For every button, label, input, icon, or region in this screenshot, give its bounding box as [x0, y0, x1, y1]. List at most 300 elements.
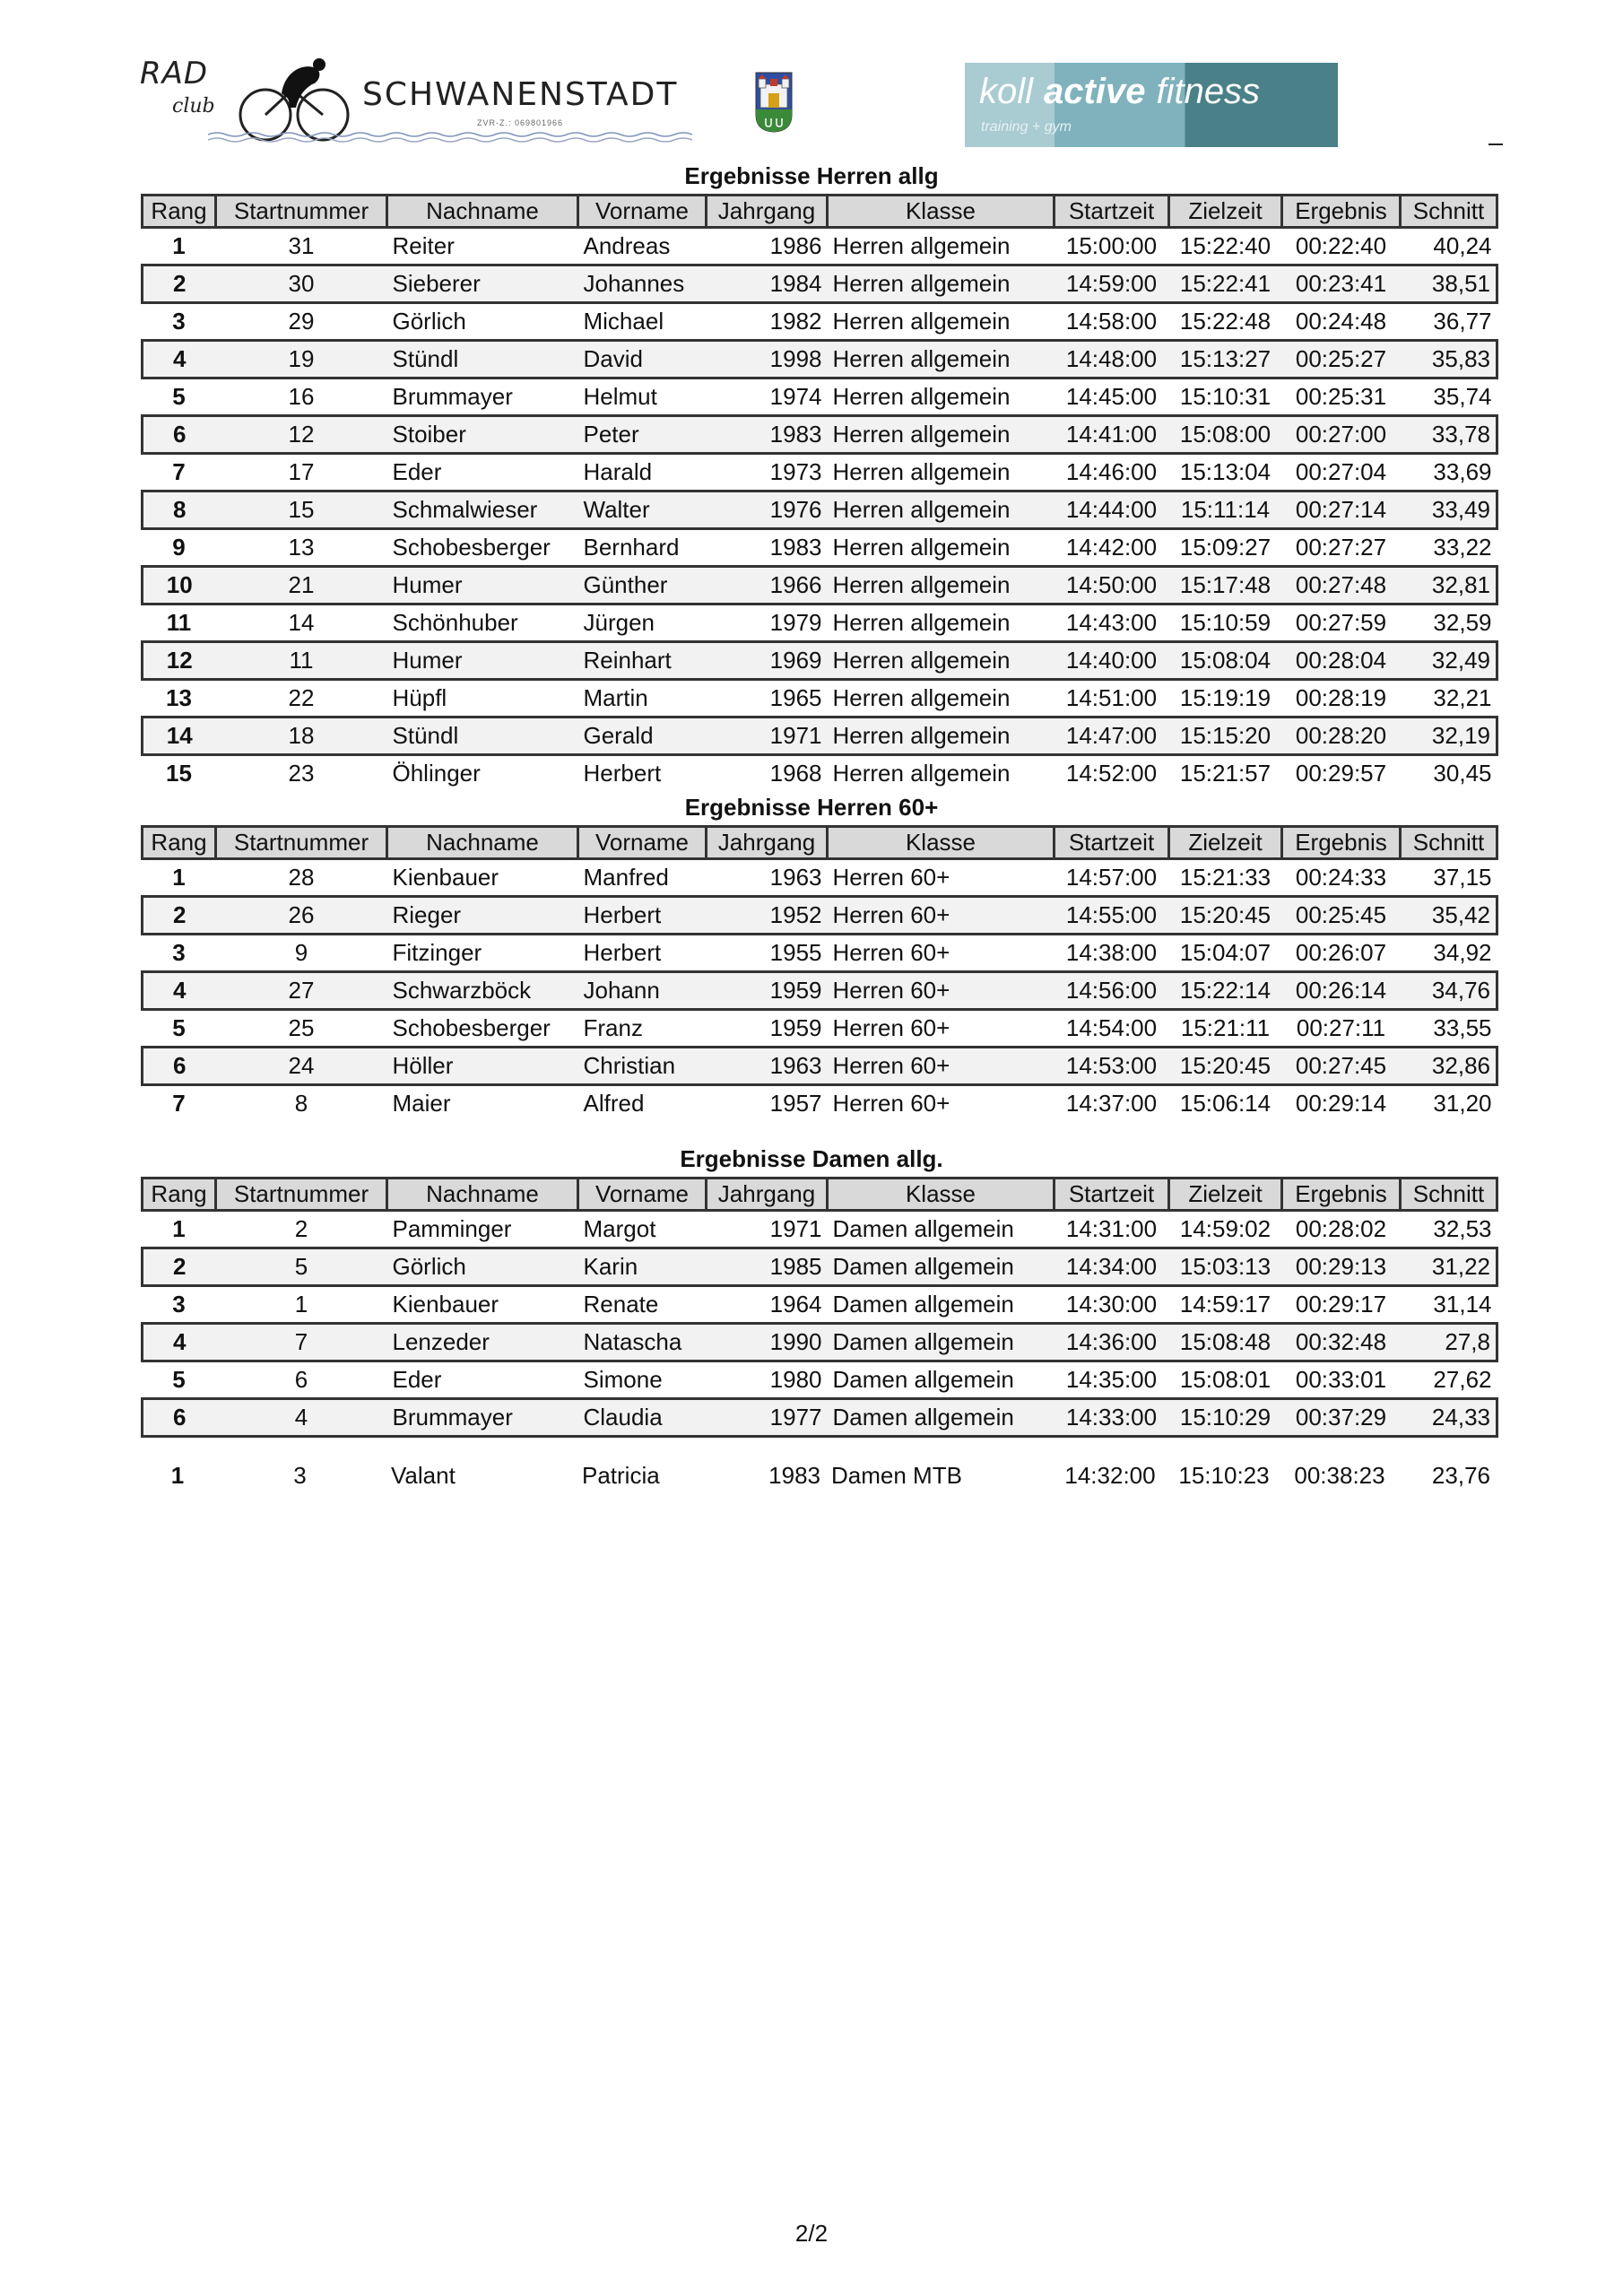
cell-schnitt: 35,42 — [1401, 897, 1497, 935]
section-title-herren-60plus: Ergebnisse Herren 60+ — [684, 794, 939, 821]
cell-startnummer: 18 — [216, 718, 387, 755]
cell-klasse: Herren allgemein — [828, 680, 1055, 718]
cell-nachname: Fitzinger — [387, 935, 578, 972]
cell-schnitt: 31,14 — [1401, 1286, 1497, 1324]
cell-ergebnis: 00:27:14 — [1282, 491, 1401, 529]
column-header-startnummer: Startnummer — [216, 827, 387, 859]
cell-ergebnis: 00:32:48 — [1282, 1324, 1401, 1361]
cell-startnummer: 27 — [216, 972, 387, 1010]
cell-startzeit: 14:57:00 — [1055, 859, 1169, 897]
cell-startnummer: 28 — [216, 859, 387, 897]
cell-vorname: Christian — [578, 1048, 707, 1085]
cell-nachname: Rieger — [387, 897, 578, 935]
cell-rang: 1 — [143, 1211, 216, 1248]
cell-startzeit: 14:56:00 — [1055, 972, 1169, 1010]
cell-vorname: Renate — [578, 1286, 707, 1324]
cell-jahrgang: 1983 — [705, 1458, 826, 1493]
cell-ergebnis: 00:23:41 — [1282, 265, 1401, 303]
cell-klasse: Herren allgemein — [828, 755, 1055, 792]
cell-rang: 14 — [143, 718, 216, 755]
cell-ergebnis: 00:28:20 — [1282, 718, 1401, 755]
cell-schnitt: 33,78 — [1401, 416, 1497, 454]
cell-vorname: Margot — [578, 1211, 707, 1248]
table-row — [143, 1399, 1497, 1437]
cell-ergebnis: 00:24:33 — [1282, 859, 1401, 897]
cell-startzeit: 14:32:00 — [1053, 1458, 1167, 1493]
cell-klasse: Herren allgemein — [828, 604, 1055, 642]
cell-klasse: Herren allgemein — [828, 454, 1055, 491]
cell-zielzeit: 15:22:14 — [1169, 972, 1282, 1010]
cell-vorname: Simone — [578, 1361, 707, 1399]
cell-startzeit: 14:51:00 — [1055, 680, 1169, 718]
column-header-startzeit: Startzeit — [1055, 196, 1169, 228]
table-row — [143, 1048, 1497, 1085]
cell-vorname: Jürgen — [578, 604, 707, 642]
cell-klasse: Damen allgemein — [828, 1324, 1055, 1361]
table-row — [143, 265, 1497, 303]
logo-zvr-text: ZVR-Z.: 069801966 — [477, 118, 564, 127]
cell-rang: 7 — [143, 1085, 216, 1122]
cell-zielzeit: 15:03:13 — [1169, 1248, 1282, 1286]
table-row — [143, 228, 1497, 265]
cell-rang: 1 — [143, 859, 216, 897]
cell-jahrgang: 1971 — [707, 1211, 828, 1248]
cell-rang: 6 — [143, 1048, 216, 1085]
page-number: 2/2 — [794, 2220, 829, 2247]
cell-jahrgang: 1990 — [707, 1324, 828, 1361]
cell-klasse: Damen allgemein — [828, 1286, 1055, 1324]
cell-schnitt: 32,21 — [1401, 680, 1497, 718]
section-title-herren-allg: Ergebnisse Herren allg — [684, 162, 939, 189]
cell-klasse: Herren 60+ — [828, 972, 1055, 1010]
cell-nachname: Reiter — [387, 228, 578, 265]
cell-schnitt: 32,19 — [1401, 718, 1497, 755]
column-header-klasse: Klasse — [828, 827, 1055, 859]
table-row — [143, 1324, 1497, 1361]
cell-startzeit: 14:33:00 — [1055, 1399, 1169, 1437]
cell-klasse: Herren 60+ — [828, 935, 1055, 972]
table-row — [143, 416, 1497, 454]
cell-ergebnis: 00:25:45 — [1282, 897, 1401, 935]
cell-ergebnis: 00:29:13 — [1282, 1248, 1401, 1286]
cell-schnitt: 36,77 — [1401, 303, 1497, 341]
cell-ergebnis: 00:25:27 — [1282, 341, 1401, 378]
column-header-vorname: Vorname — [578, 1178, 707, 1211]
column-header-klasse: Klasse — [828, 196, 1055, 228]
cell-jahrgang: 1979 — [707, 604, 828, 642]
cell-jahrgang: 1964 — [707, 1286, 828, 1324]
cell-rang: 5 — [143, 378, 216, 416]
logo-schwanenstadt-text: SCHWANENSTADT — [362, 76, 679, 113]
cell-schnitt: 24,33 — [1401, 1399, 1497, 1437]
cell-jahrgang: 1952 — [707, 897, 828, 935]
cell-startnummer: 22 — [216, 680, 387, 718]
cell-startzeit: 14:48:00 — [1055, 341, 1169, 378]
cell-nachname: Stoiber — [387, 416, 578, 454]
cell-rang: 10 — [143, 567, 216, 604]
cell-ergebnis: 00:27:48 — [1282, 567, 1401, 604]
table-row — [143, 680, 1497, 718]
cell-ergebnis: 00:29:57 — [1282, 755, 1401, 792]
cell-zielzeit: 15:08:48 — [1169, 1324, 1282, 1361]
cell-zielzeit: 15:20:45 — [1169, 1048, 1282, 1085]
cell-nachname: Stündl — [387, 718, 578, 755]
cell-schnitt: 33,49 — [1401, 491, 1497, 529]
cell-rang: 6 — [143, 1399, 216, 1437]
cell-ergebnis: 00:28:04 — [1282, 642, 1401, 680]
cell-vorname: Herbert — [578, 755, 707, 792]
column-header-startnummer: Startnummer — [216, 196, 387, 228]
cell-ergebnis: 00:37:29 — [1282, 1399, 1401, 1437]
cell-jahrgang: 1974 — [707, 378, 828, 416]
cell-startnummer: 29 — [216, 303, 387, 341]
cell-zielzeit: 15:13:04 — [1169, 454, 1282, 491]
cell-nachname: Humer — [387, 642, 578, 680]
cell-startnummer: 16 — [216, 378, 387, 416]
table-row — [143, 1010, 1497, 1048]
column-header-startzeit: Startzeit — [1055, 1178, 1169, 1211]
cell-jahrgang: 1976 — [707, 491, 828, 529]
cell-rang: 2 — [143, 265, 216, 303]
logo-tagline: training + gym — [981, 119, 1072, 135]
cell-jahrgang: 1966 — [707, 567, 828, 604]
cell-startzeit: 14:55:00 — [1055, 897, 1169, 935]
cell-klasse: Herren allgemein — [828, 529, 1055, 567]
cell-jahrgang: 1963 — [707, 859, 828, 897]
column-header-nachname: Nachname — [387, 1178, 578, 1211]
cell-vorname: Claudia — [578, 1399, 707, 1437]
column-header-vorname: Vorname — [578, 196, 707, 228]
cell-startzeit: 14:47:00 — [1055, 718, 1169, 755]
cell-schnitt: 37,15 — [1401, 859, 1497, 897]
results-table-damen-mtb — [141, 1458, 1496, 1493]
column-header-ergebnis: Ergebnis — [1282, 1178, 1401, 1211]
cell-startzeit: 14:46:00 — [1055, 454, 1169, 491]
cell-startzeit: 14:30:00 — [1055, 1286, 1169, 1324]
cell-zielzeit: 15:21:57 — [1169, 755, 1282, 792]
cell-nachname: Pamminger — [387, 1211, 578, 1248]
cell-zielzeit: 15:10:59 — [1169, 604, 1282, 642]
cell-schnitt: 34,92 — [1401, 935, 1497, 972]
cell-rang: 4 — [143, 972, 216, 1010]
cell-zielzeit: 15:22:40 — [1169, 228, 1282, 265]
cell-startzeit: 14:38:00 — [1055, 935, 1169, 972]
cell-klasse: Herren allgemein — [828, 567, 1055, 604]
cell-rang: 2 — [143, 1248, 216, 1286]
cell-startnummer: 7 — [216, 1324, 387, 1361]
cell-klasse: Herren allgemein — [828, 378, 1055, 416]
cell-schnitt: 33,69 — [1401, 454, 1497, 491]
table-row — [143, 303, 1497, 341]
cell-ergebnis: 00:38:23 — [1280, 1458, 1399, 1493]
cell-rang: 1 — [143, 228, 216, 265]
table-row — [143, 718, 1497, 755]
cell-startnummer: 24 — [216, 1048, 387, 1085]
cell-rang: 12 — [143, 642, 216, 680]
cell-vorname: Alfred — [578, 1085, 707, 1122]
cell-zielzeit: 15:19:19 — [1169, 680, 1282, 718]
column-header-rang: Rang — [143, 196, 216, 228]
cell-vorname: Bernhard — [578, 529, 707, 567]
table-row — [143, 1248, 1497, 1286]
cell-jahrgang: 1984 — [707, 265, 828, 303]
cell-zielzeit: 15:08:00 — [1169, 416, 1282, 454]
cell-schnitt: 32,86 — [1401, 1048, 1497, 1085]
cell-zielzeit: 15:21:11 — [1169, 1010, 1282, 1048]
cell-ergebnis: 00:27:04 — [1282, 454, 1401, 491]
cell-vorname: Günther — [578, 567, 707, 604]
table-header-row — [143, 827, 1497, 859]
cell-rang: 6 — [143, 416, 216, 454]
cell-schnitt: 35,83 — [1401, 341, 1497, 378]
table-row — [143, 755, 1497, 792]
cell-vorname: Johann — [578, 972, 707, 1010]
logo-active-text: active — [1044, 72, 1146, 111]
table-row — [143, 454, 1497, 491]
column-header-schnitt: Schnitt — [1401, 827, 1497, 859]
cell-startzeit: 14:58:00 — [1055, 303, 1169, 341]
cell-zielzeit: 15:09:27 — [1169, 529, 1282, 567]
column-header-zielzeit: Zielzeit — [1169, 1178, 1282, 1211]
cell-startnummer: 6 — [216, 1361, 387, 1399]
cell-jahrgang: 1957 — [707, 1085, 828, 1122]
cell-startnummer: 15 — [216, 491, 387, 529]
cell-rang: 4 — [143, 1324, 216, 1361]
column-header-nachname: Nachname — [387, 196, 578, 228]
column-header-schnitt: Schnitt — [1401, 196, 1497, 228]
cell-klasse: Herren 60+ — [828, 897, 1055, 935]
cell-startnummer: 11 — [216, 642, 387, 680]
cell-schnitt: 27,62 — [1401, 1361, 1497, 1399]
table-row — [143, 378, 1497, 416]
cell-zielzeit: 15:10:31 — [1169, 378, 1282, 416]
cell-nachname: Humer — [387, 567, 578, 604]
cell-nachname: Schmalwieser — [387, 491, 578, 529]
cell-ergebnis: 00:29:17 — [1282, 1286, 1401, 1324]
cell-klasse: Herren allgemein — [828, 491, 1055, 529]
cell-vorname: Michael — [578, 303, 707, 341]
cell-nachname: Schobesberger — [387, 529, 578, 567]
cell-zielzeit: 15:22:48 — [1169, 303, 1282, 341]
cell-startnummer: 12 — [216, 416, 387, 454]
column-header-ergebnis: Ergebnis — [1282, 827, 1401, 859]
cell-jahrgang: 1959 — [707, 972, 828, 1010]
logo-wordmark — [979, 70, 1329, 113]
coat-of-arms-icon — [755, 72, 793, 133]
cell-startnummer: 23 — [216, 755, 387, 792]
table-header-row — [143, 196, 1497, 228]
cell-nachname: Sieberer — [387, 265, 578, 303]
column-header-jahrgang: Jahrgang — [707, 827, 828, 859]
column-header-ergebnis: Ergebnis — [1282, 196, 1401, 228]
cell-startnummer: 4 — [216, 1399, 387, 1437]
cell-rang: 1 — [141, 1458, 214, 1493]
cell-startzeit: 14:54:00 — [1055, 1010, 1169, 1048]
cell-rang: 2 — [143, 897, 216, 935]
cell-rang: 7 — [143, 454, 216, 491]
cell-startnummer: 5 — [216, 1248, 387, 1286]
cell-jahrgang: 1998 — [707, 341, 828, 378]
cell-startnummer: 19 — [216, 341, 387, 378]
table-row — [143, 341, 1497, 378]
cell-jahrgang: 1982 — [707, 303, 828, 341]
cell-startzeit: 14:53:00 — [1055, 1048, 1169, 1085]
logo-fitness-text: fitness — [1156, 72, 1261, 111]
cell-schnitt: 33,22 — [1401, 529, 1497, 567]
cell-ergebnis: 00:28:19 — [1282, 680, 1401, 718]
cell-klasse: Herren 60+ — [828, 1085, 1055, 1122]
cell-startnummer: 3 — [214, 1458, 386, 1493]
cell-startzeit: 14:34:00 — [1055, 1248, 1169, 1286]
cell-schnitt: 32,53 — [1401, 1211, 1497, 1248]
table-row — [143, 1361, 1497, 1399]
cell-klasse: Herren 60+ — [828, 1010, 1055, 1048]
cell-startzeit: 14:59:00 — [1055, 265, 1169, 303]
cell-vorname: Martin — [578, 680, 707, 718]
table-row — [143, 859, 1497, 897]
cell-jahrgang: 1968 — [707, 755, 828, 792]
radclub-schwanenstadt-logo — [136, 56, 818, 145]
cell-rang: 5 — [143, 1010, 216, 1048]
cell-schnitt: 23,76 — [1399, 1458, 1496, 1493]
column-header-klasse: Klasse — [828, 1178, 1055, 1211]
cell-rang: 15 — [143, 755, 216, 792]
cell-startzeit: 14:31:00 — [1055, 1211, 1169, 1248]
column-header-rang: Rang — [143, 827, 216, 859]
column-header-schnitt: Schnitt — [1401, 1178, 1497, 1211]
column-header-rang: Rang — [143, 1178, 216, 1211]
table-row — [143, 642, 1497, 680]
cell-schnitt: 32,59 — [1401, 604, 1497, 642]
cell-zielzeit: 15:17:48 — [1169, 567, 1282, 604]
column-header-startzeit: Startzeit — [1055, 827, 1169, 859]
table-header-row — [143, 1178, 1497, 1211]
cell-rang: 5 — [143, 1361, 216, 1399]
cell-jahrgang: 1983 — [707, 529, 828, 567]
cell-klasse: Damen allgemein — [828, 1399, 1055, 1437]
cell-ergebnis: 00:25:31 — [1282, 378, 1401, 416]
cell-startnummer: 8 — [216, 1085, 387, 1122]
cell-vorname: Gerald — [578, 718, 707, 755]
cell-zielzeit: 15:08:04 — [1169, 642, 1282, 680]
cell-schnitt: 32,49 — [1401, 642, 1497, 680]
cell-rang: 3 — [143, 935, 216, 972]
cell-nachname: Schönhuber — [387, 604, 578, 642]
cell-startnummer: 25 — [216, 1010, 387, 1048]
cell-klasse: Herren 60+ — [828, 859, 1055, 897]
cell-vorname: Franz — [578, 1010, 707, 1048]
cell-vorname: Peter — [578, 416, 707, 454]
cell-startzeit: 14:35:00 — [1055, 1361, 1169, 1399]
cell-rang: 3 — [143, 303, 216, 341]
cell-startzeit: 14:42:00 — [1055, 529, 1169, 567]
table-row — [143, 972, 1497, 1010]
cell-vorname: Herbert — [578, 897, 707, 935]
table-row — [143, 1085, 1497, 1122]
column-header-zielzeit: Zielzeit — [1169, 196, 1282, 228]
cell-startzeit: 14:36:00 — [1055, 1324, 1169, 1361]
table-row — [143, 491, 1497, 529]
cell-nachname: Maier — [387, 1085, 578, 1122]
cell-nachname: Eder — [387, 1361, 578, 1399]
cell-jahrgang: 1969 — [707, 642, 828, 680]
cell-jahrgang: 1971 — [707, 718, 828, 755]
cell-klasse: Damen allgemein — [828, 1361, 1055, 1399]
column-header-jahrgang: Jahrgang — [707, 196, 828, 228]
cell-nachname: Görlich — [387, 1248, 578, 1286]
cell-klasse: Damen allgemein — [828, 1248, 1055, 1286]
column-header-nachname: Nachname — [387, 827, 578, 859]
cell-rang: 13 — [143, 680, 216, 718]
cell-ergebnis: 00:26:14 — [1282, 972, 1401, 1010]
column-header-vorname: Vorname — [578, 827, 707, 859]
cell-startzeit: 14:50:00 — [1055, 567, 1169, 604]
cell-ergebnis: 00:27:00 — [1282, 416, 1401, 454]
cell-zielzeit: 15:13:27 — [1169, 341, 1282, 378]
results-table-damen-allg — [141, 1177, 1498, 1438]
cell-klasse: Herren allgemein — [828, 416, 1055, 454]
cell-vorname: Walter — [578, 491, 707, 529]
cell-jahrgang: 1959 — [707, 1010, 828, 1048]
cell-startzeit: 14:40:00 — [1055, 642, 1169, 680]
cell-nachname: Hüpfl — [387, 680, 578, 718]
cell-jahrgang: 1955 — [707, 935, 828, 972]
cell-schnitt: 40,24 — [1401, 228, 1497, 265]
section-title-damen-allg: Ergebnisse Damen allg. — [680, 1145, 943, 1172]
cell-vorname: Helmut — [578, 378, 707, 416]
cell-vorname: Andreas — [578, 228, 707, 265]
cell-zielzeit: 15:10:29 — [1169, 1399, 1282, 1437]
cell-klasse: Herren allgemein — [828, 228, 1055, 265]
cell-ergebnis: 00:27:45 — [1282, 1048, 1401, 1085]
cell-vorname: Reinhart — [578, 642, 707, 680]
table-row — [143, 1211, 1497, 1248]
cell-startnummer: 30 — [216, 265, 387, 303]
cell-nachname: Stündl — [387, 341, 578, 378]
cell-klasse: Herren 60+ — [828, 1048, 1055, 1085]
table-row — [143, 1286, 1497, 1324]
cell-vorname: David — [578, 341, 707, 378]
cell-startzeit: 14:37:00 — [1055, 1085, 1169, 1122]
koll-active-fitness-logo — [965, 63, 1338, 147]
cell-klasse: Herren allgemein — [828, 718, 1055, 755]
cell-nachname: Kienbauer — [387, 1286, 578, 1324]
cell-startnummer: 17 — [216, 454, 387, 491]
column-header-startnummer: Startnummer — [216, 1178, 387, 1211]
cell-jahrgang: 1977 — [707, 1399, 828, 1437]
cell-zielzeit: 15:20:45 — [1169, 897, 1282, 935]
cell-zielzeit: 15:21:33 — [1169, 859, 1282, 897]
cell-ergebnis: 00:22:40 — [1282, 228, 1401, 265]
logo-club-text: club — [172, 95, 215, 117]
cell-rang: 11 — [143, 604, 216, 642]
cell-nachname: Schwarzböck — [387, 972, 578, 1010]
cell-nachname: Valant — [386, 1458, 577, 1493]
cell-rang: 3 — [143, 1286, 216, 1324]
cell-startnummer: 1 — [216, 1286, 387, 1324]
cell-schnitt: 38,51 — [1401, 265, 1497, 303]
cell-nachname: Höller — [387, 1048, 578, 1085]
cell-zielzeit: 15:06:14 — [1169, 1085, 1282, 1122]
cell-zielzeit: 15:04:07 — [1169, 935, 1282, 972]
cell-nachname: Kienbauer — [387, 859, 578, 897]
cell-schnitt: 30,45 — [1401, 755, 1497, 792]
cell-startzeit: 14:41:00 — [1055, 416, 1169, 454]
table-row — [143, 897, 1497, 935]
cell-nachname: Brummayer — [387, 1399, 578, 1437]
cell-jahrgang: 1985 — [707, 1248, 828, 1286]
cell-jahrgang: 1963 — [707, 1048, 828, 1085]
